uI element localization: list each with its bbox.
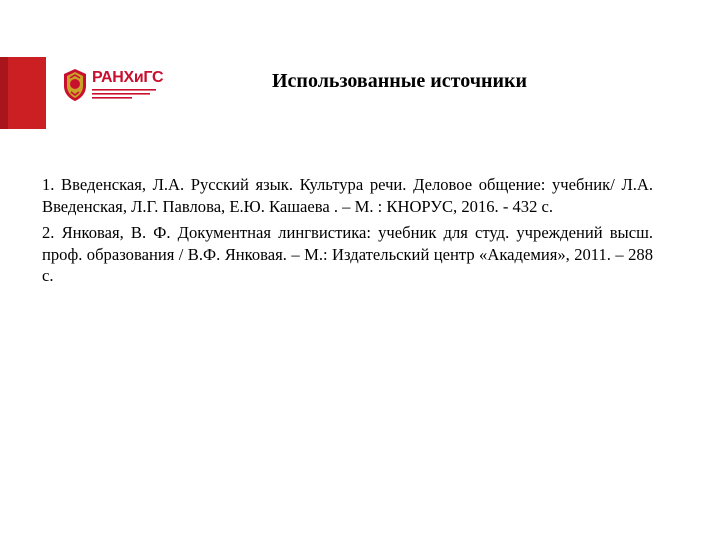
logo-subtitle-lines (92, 88, 156, 100)
logo-text: РАНХиГС (92, 69, 164, 86)
reference-item: 2. Янковая, В. Ф. Документная лингвистика: учебник для студ. учреждений высш. проф. образования / В.Ф. Янковая. – М.: Издательский центр «Академия», 2011. – 288 с. (42, 223, 653, 285)
reference-item: 1. Введенская, Л.А. Русский язык. Культура речи. Деловое общение: учебник/ Л.А. Введенская, Л.Г. Павлова, Е.Ю. Кашаева . – М. : КНОРУС, 2016. - 432 с. (42, 175, 653, 216)
ranepa-logo (62, 68, 162, 104)
emblem-icon (62, 68, 88, 102)
accent-bar-shade (0, 57, 8, 129)
page-title: Использованные источники (272, 70, 528, 92)
references-list (42, 174, 653, 292)
